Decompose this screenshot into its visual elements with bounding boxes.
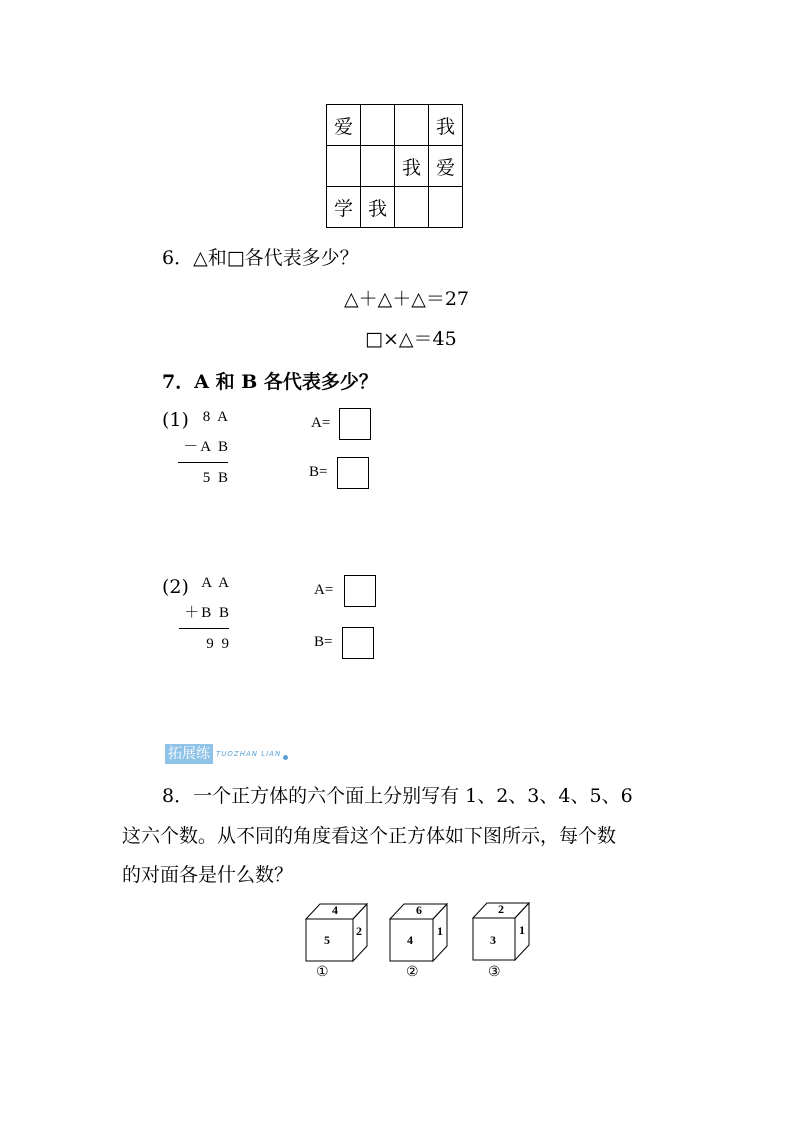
q7-title: 7．A 和 B 各代表多少？ [162, 371, 378, 393]
word-grid [326, 104, 463, 228]
q7-part1-b-label: B= [309, 464, 328, 480]
grid-cell [327, 146, 361, 187]
grid-row [327, 105, 463, 146]
q7-part2-a-answer-box[interactable] [344, 575, 376, 607]
q6-equation-2: □×△＝45 [365, 328, 457, 350]
cube-side-number: 2 [356, 924, 362, 938]
cube-top-number: 4 [332, 903, 338, 917]
cube-1-caption: ① [316, 964, 329, 980]
q7-part1-a-answer-box[interactable] [339, 408, 371, 440]
cube-side-number: 1 [437, 924, 443, 938]
grid-cell: 爱 [327, 105, 361, 146]
q7-part2-vertical-calc [181, 568, 231, 659]
calc-row-3: 9 9 [206, 636, 231, 652]
q7-part1-a-label: A= [311, 415, 331, 431]
q7-part2-b-label: B= [314, 634, 333, 650]
q7-part2-label: (2) [162, 576, 189, 598]
grid-cell: 爱 [429, 146, 463, 187]
q7-part2-a-label: A= [314, 582, 334, 598]
cube-side-number: 1 [519, 923, 525, 937]
grid-cell: 我 [361, 187, 395, 228]
cube-outline-icon [305, 900, 375, 962]
cube-top-number: 2 [498, 902, 504, 916]
cube-front-number: 5 [324, 933, 330, 947]
grid-cell [361, 105, 395, 146]
grid-cell [429, 187, 463, 228]
grid-row [327, 146, 463, 187]
cube-2-caption: ② [406, 964, 419, 980]
q6-title: 6．△和□各代表多少？ [162, 247, 359, 269]
calc-row-1: 8 A [202, 409, 230, 425]
cube-front-number: 4 [407, 933, 413, 947]
q8-line-3: 的对面各是什么数？ [122, 864, 294, 886]
grid-cell [395, 105, 429, 146]
grid-cell: 学 [327, 187, 361, 228]
badge-pinyin: TUOZHAN LIAN [216, 750, 282, 758]
calc-row-2: －A B [183, 439, 230, 455]
calc-row-1: A A [201, 575, 231, 591]
cube-3 [472, 899, 542, 961]
q7-part1-vertical-calc [180, 402, 230, 493]
cube-outline-icon [472, 899, 542, 961]
badge-text: 拓展练 [165, 744, 213, 764]
q7-part1-label: (1) [162, 409, 189, 431]
cube-front-number: 3 [490, 933, 496, 947]
q7-part1-b-answer-box[interactable] [337, 457, 369, 489]
extension-practice-badge [165, 744, 288, 764]
cube-3-caption: ③ [488, 964, 501, 980]
q6-equation-1: △＋△＋△＝27 [344, 288, 470, 310]
grid-cell: 我 [429, 105, 463, 146]
cube-1 [305, 900, 375, 962]
cube-2 [389, 900, 459, 962]
q8-line-1: 8．一个正方体的六个面上分别写有 1、2、3、4、5、6 [162, 785, 633, 807]
grid-cell [395, 187, 429, 228]
q8-line-2: 这六个数。从不同的角度看这个正方体如下图所示，每个数 [122, 825, 617, 847]
calc-row-3: 5 B [202, 470, 230, 486]
q7-part2-b-answer-box[interactable] [342, 627, 374, 659]
cube-outline-icon [389, 900, 459, 962]
calc-row-2: ＋B B [184, 605, 231, 621]
grid-cell: 我 [395, 146, 429, 187]
grid-row [327, 187, 463, 228]
badge-dot-icon [283, 755, 288, 760]
grid-cell [361, 146, 395, 187]
cube-top-number: 6 [416, 903, 422, 917]
